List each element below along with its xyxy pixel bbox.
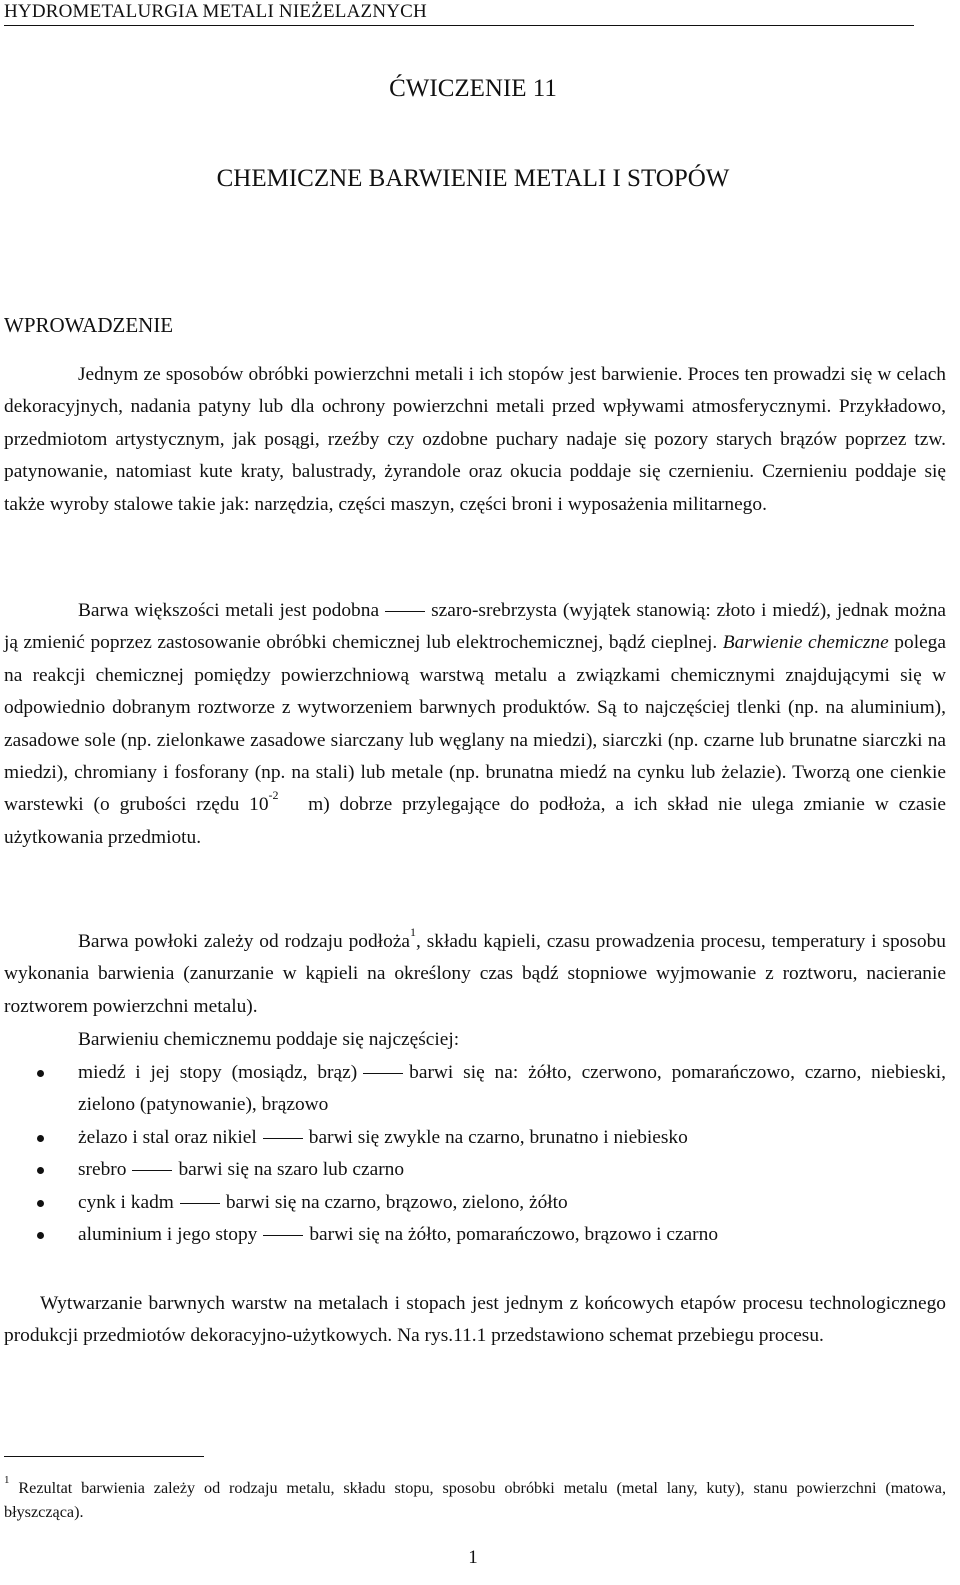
dash-separator: [263, 1138, 303, 1139]
footnote-text: Rezultat barwienia zależy od rodzaju metalu, składu stopu, sposobu obróbki metalu (metal lany, kuty), stanu powierzchni (matowa, błyszcząca).: [4, 1479, 946, 1521]
list-item: [4, 1187, 946, 1219]
bullet-icon: [37, 1070, 44, 1077]
dash-separator: [385, 611, 425, 612]
exponent: -2: [268, 787, 279, 802]
running-header: HYDROMETALURGIA METALI NIEŻELAZNYCH: [4, 1, 427, 22]
list-item-colors: barwi się na szaro lub czarno: [178, 1159, 405, 1181]
paragraph-coating-color: [4, 926, 946, 1023]
paragraph-color-of-metals: [4, 595, 946, 854]
list-item: [4, 1057, 946, 1122]
list-item-metal: żelazo i stal oraz nikiel: [78, 1126, 257, 1148]
paragraph-text: polega na reakcji chemicznej pomiędzy powierzchniową warstwą metalu a związkami chemicznymi znajdującymi się w odpowiednio dobranym roztworze z wytworzeniem barwnych produktów. Są to najczęściej tlenki (np. na aluminium), zasadowe sole (np. zielonkawe zasadowe siarczany lub węglany na miedzi), siarczki (np. czarne lub brunatne siarczki na miedzi), chromiany i fosforany (np. na stali) lub metale (np. brunatna miedź na cynku lub żelazie). Tworzą one cienkie warstewki (o grubości rzędu 10: [4, 632, 946, 816]
list-item-metal: aluminium i jego stopy: [78, 1224, 258, 1246]
section-heading: WPROWADZENIE: [4, 313, 174, 337]
header-divider: [4, 25, 914, 26]
paragraph-text: Barwa większości metali jest podobna: [78, 600, 380, 621]
bullet-icon: [37, 1232, 44, 1239]
list-item-metal: srebro: [78, 1159, 127, 1181]
list-item-colors: barwi się zwykle na czarno, brunatno i niebiesko: [308, 1126, 688, 1148]
document-title: CHEMICZNE BARWIENIE METALI I STOPÓW: [216, 165, 730, 192]
paragraph-text: m) dobrze przylegające do podłoża, a ich skład nie ulega zmianie w czasie użytkowania przedmiotu.: [4, 794, 946, 848]
dash-separator: [263, 1235, 303, 1236]
bullet-icon: [37, 1200, 44, 1207]
page-number: 1: [468, 1547, 478, 1568]
footnote-divider: [4, 1456, 204, 1457]
paragraph-text: Barwa powłoki zależy od rodzaju podłoża: [78, 931, 410, 952]
list-item-metal: cynk i kadm: [78, 1191, 174, 1213]
paragraph-intro: Jednym ze sposobów obróbki powierzchni metali i ich stopów jest barwienie. Proces ten prowadzi się w celach dekoracyjnych, nadania patyny lub dla ochrony powierzchni metali przed wpływami atmosferycznymi. Przykładowo, przedmiotom artystycznym, jak posągi, rzeźby czy ozdobne puchary nadaje się pozory starych brązów poprzez tzw. patynowanie, natomiast kute kraty, balustrady, żyrandole oraz okucia poddaje się czernieniu. Czernieniu poddaje się także wyroby stalowe takie jak: narzędzia, części maszyn, części broni i wyposażenia militarnego.: [4, 364, 946, 515]
footnote-reference[interactable]: 1: [409, 924, 416, 939]
footnote: [4, 1473, 946, 1524]
paragraph-process: Wytwarzanie barwnych warstw na metalach i stopach jest jednym z końcowych etapów procesu technologicznego produkcji przedmiotów dekoracyjno-użytkowych. Na rys.11.1 przedstawiono schemat przebiegu procesu.: [4, 1293, 946, 1347]
metals-bullet-list: [4, 1057, 946, 1251]
list-item-colors: barwi się na czarno, brązowo, zielono, żółto: [225, 1191, 568, 1213]
dash-separator: [363, 1073, 403, 1074]
emphasized-term: Barwienie chemiczne: [722, 632, 889, 654]
footnote-marker: 1: [4, 1473, 10, 1486]
bullet-icon: [37, 1135, 44, 1142]
list-item: [4, 1122, 946, 1154]
list-item-colors: barwi się na: żółto, czerwono, pomarańczowo, czarno, niebieski, zielono (patynowanie), brązowo: [78, 1062, 946, 1116]
list-item: [4, 1154, 946, 1186]
paragraph-text: szaro-srebrzysta (wyjątek stanowią: złoto i miedź), jednak można ją zmienić poprzez zastosowanie obróbki chemicznej lub elektrochemicznej, bądź cieplnej.: [4, 600, 946, 654]
bullet-icon: [37, 1167, 44, 1174]
dash-separator: [180, 1203, 220, 1204]
exercise-title: ĆWICZENIE 11: [389, 75, 557, 102]
paragraph-text: , składu kąpieli, czasu prowadzenia procesu, temperatury i sposobu wykonania barwienia (zanurzanie w kąpieli na określony czas bądź stopniowe wyjmowanie z roztworu, nacieranie roztworem powierzchni metalu).: [4, 931, 946, 1017]
list-item: [4, 1219, 946, 1251]
list-item-colors: barwi się na żółto, pomarańczowo, brązowo i czarno: [309, 1224, 719, 1246]
list-item-metal: miedź i jej stopy (mosiądz, brąz): [78, 1062, 358, 1083]
paragraph-list-intro: Barwieniu chemicznemu poddaje się najczęściej:: [78, 1029, 460, 1050]
dash-separator: [132, 1170, 172, 1171]
